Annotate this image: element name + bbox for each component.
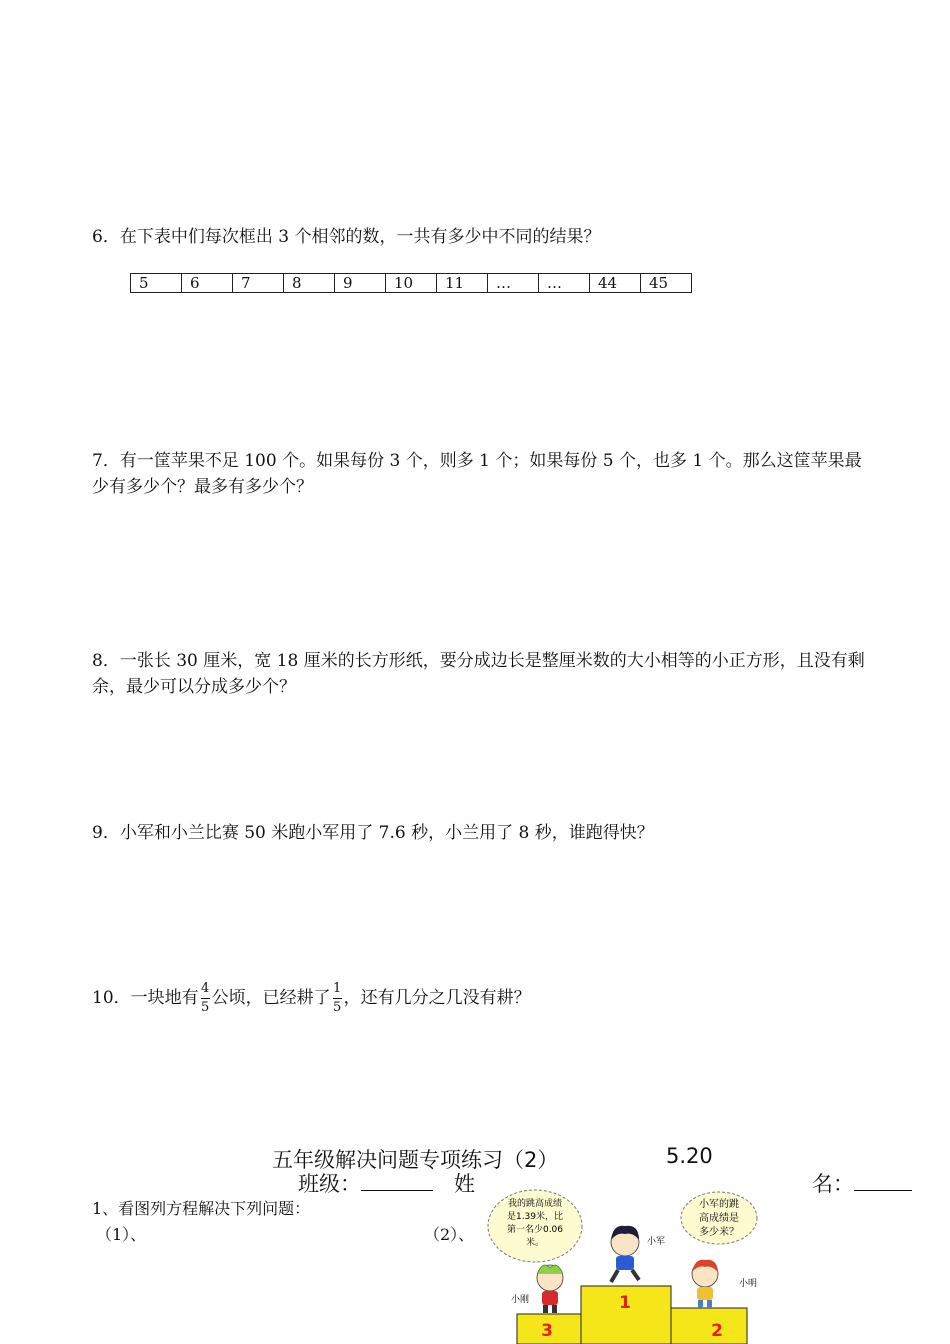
section-1-heading: 1、看图列方程解决下列问题： xyxy=(92,1199,311,1218)
bubble-right-line-2: 高成绩是 xyxy=(699,1213,739,1224)
subquestion-2-label: （2）、 xyxy=(424,1225,475,1244)
question-10-part1: 10．一块地有 xyxy=(92,988,199,1008)
character-xiaogang xyxy=(537,1265,563,1313)
fraction-numerator: 4 xyxy=(201,981,210,996)
fraction-denominator: 5 xyxy=(201,1000,210,1015)
question-10 xyxy=(92,982,531,1015)
question-6: 6．在下表中们每次框出 3 个相邻的数，一共有多少中不同的结果？ xyxy=(92,227,601,247)
label-xiaogang: 小刚 xyxy=(511,1295,530,1305)
bubble-right-line-1: 小军的跳 xyxy=(699,1199,739,1210)
class-label: 班级： xyxy=(298,1172,361,1196)
podium-illustration xyxy=(485,1190,758,1344)
bubble-left-line-3: 第一名少0.06 xyxy=(506,1225,564,1235)
character-xiaoming xyxy=(692,1260,718,1308)
question-7: 7．有一筐苹果不足 100 个。如果每份 3 个，则多 1 个；如果每份 5 个，也多 1 个。那么这筐苹果最少有多少个？最多有多少个？ xyxy=(92,451,862,497)
fraction-four-fifths xyxy=(201,982,210,1015)
fraction-bar xyxy=(201,998,210,999)
number-table-cell: 10 xyxy=(386,274,437,293)
number-table-cell: 9 xyxy=(335,274,386,293)
worksheet-title: 五年级解决问题专项练习（2） xyxy=(272,1148,559,1172)
question-8: 8．一张长 30 厘米，宽 18 厘米的长方形纸，要分成边长是整厘米数的大小相等的小正方形，且没有剩余，最少可以分成多少个？ xyxy=(92,651,865,697)
bubble-left-line-2: 是1.39米，比 xyxy=(506,1212,564,1222)
number-table-cell: 45 xyxy=(641,274,692,293)
podium-second-place xyxy=(671,1308,747,1344)
number-table-cell: 5 xyxy=(131,274,182,293)
place-1-number: 1 xyxy=(619,1293,631,1313)
question-10-part3: ，还有几分之几没有耕？ xyxy=(343,988,531,1008)
number-table-cell: … xyxy=(488,274,539,293)
fraction-one-fifth xyxy=(333,982,342,1015)
number-table-row xyxy=(131,274,692,293)
name-label-part1: 姓 xyxy=(454,1172,475,1196)
number-table-cell: 6 xyxy=(182,274,233,293)
character-xiaojun xyxy=(611,1226,639,1282)
name-field xyxy=(812,1168,912,1198)
speech-bubble-left xyxy=(488,1190,582,1262)
fraction-bar xyxy=(333,998,342,999)
speech-bubble-right xyxy=(681,1192,757,1244)
bubble-left-line-4: 米。 xyxy=(525,1238,545,1248)
name-label-part2: 名： xyxy=(812,1172,854,1196)
class-field xyxy=(298,1168,433,1198)
number-table-cell: 44 xyxy=(590,274,641,293)
number-table-cell: … xyxy=(539,274,590,293)
worksheet-date: 5.20 xyxy=(666,1144,713,1168)
fraction-numerator: 1 xyxy=(333,981,342,996)
subquestion-1-label: （1）、 xyxy=(96,1225,147,1244)
name-blank[interactable] xyxy=(854,1171,912,1191)
number-table-cell: 11 xyxy=(437,274,488,293)
place-2-number: 2 xyxy=(711,1321,723,1341)
number-table xyxy=(130,273,692,293)
question-9: 9．小军和小兰比赛 50 米跑小军用了 7.6 秒，小兰用了 8 秒，谁跑得快？ xyxy=(92,823,654,843)
label-xiaojun: 小军 xyxy=(647,1237,666,1247)
class-blank[interactable] xyxy=(361,1171,433,1191)
question-10-part2: 公顷，已经耕了 xyxy=(211,988,331,1008)
fraction-denominator: 5 xyxy=(333,1000,342,1015)
place-3-number: 3 xyxy=(541,1321,553,1341)
number-table-cell: 7 xyxy=(233,274,284,293)
number-table-cell: 8 xyxy=(284,274,335,293)
bubble-right-line-3: 多少米？ xyxy=(699,1227,739,1238)
label-xiaoming: 小明 xyxy=(739,1279,758,1289)
bubble-left-line-1: 我的跳高成绩 xyxy=(507,1199,563,1209)
